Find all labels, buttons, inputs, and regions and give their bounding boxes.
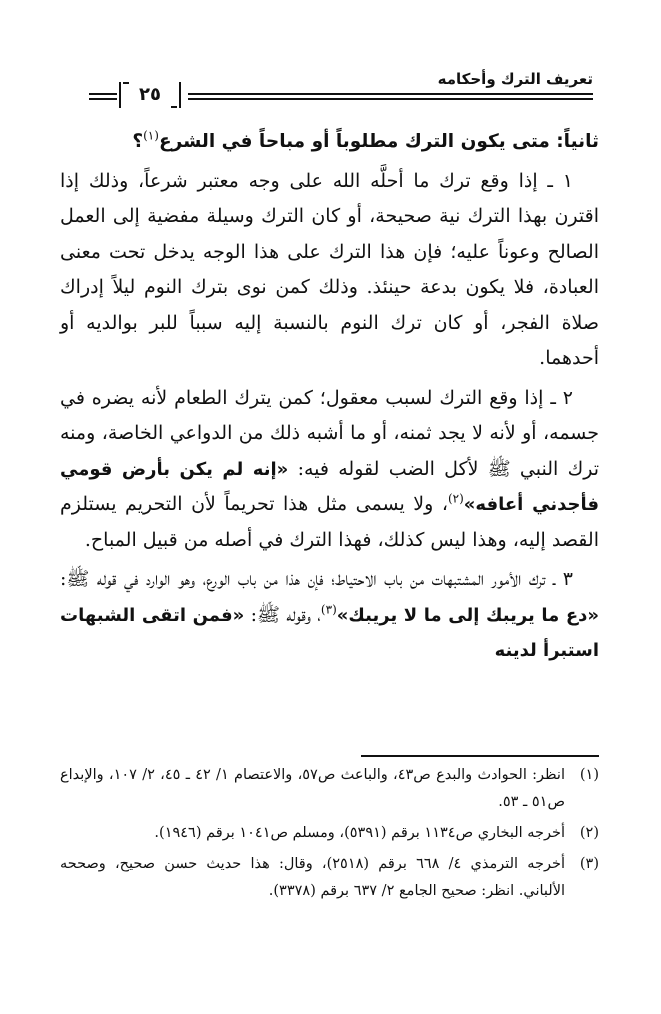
running-title: تعريف الترك وأحكامه bbox=[437, 70, 593, 88]
footnote-separator bbox=[361, 755, 599, 757]
header-rule bbox=[89, 98, 117, 100]
footnote bbox=[60, 820, 599, 847]
section-heading-text: ثانياً: متى يكون الترك مطلوباً أو مباحاً في الشرع bbox=[158, 131, 599, 152]
footnote-number: (٢) bbox=[579, 825, 599, 841]
header-rule bbox=[188, 98, 593, 100]
paragraph-1: ١ ـ إذا وقع ترك ما أحلَّه الله على وجه معتبر شرعاً، وذلك إذا اقترن بهذا الترك نية صحيحة، أو كان الترك وسيلة مفضية إلى العمل الصالح وعوناً عليه؛ فإن هذا الترك على هذا الوجه يدخل تحت معنى العبادة، فلا يكون بدعة حينئذ. وذلك كمن نوى بترك النوم ليلاً إدراك صلاة الفجر، أو كان ترك النوم بالنسبة إليه سبباً للبر بوالديه أو أحدهما. bbox=[60, 169, 599, 369]
footnote bbox=[60, 851, 599, 905]
page-number-frame bbox=[119, 82, 181, 108]
footnote-ref-2[interactable]: (٢) bbox=[447, 491, 464, 506]
main-text bbox=[60, 124, 599, 673]
footnote-text: أخرجه البخاري ص١١٣٤ برقم (٥٣٩١)، ومسلم ص١٠٤١ برقم (١٩٤٦). bbox=[154, 825, 565, 841]
paragraph-2 bbox=[60, 381, 599, 559]
page-number: ٢٥ bbox=[139, 84, 161, 105]
hadith-quote: «دع ما يريبك إلى ما لا يريبك» bbox=[336, 604, 600, 626]
footnotes bbox=[60, 762, 599, 909]
paragraph-3-mid: ، وقوله ﷺ: bbox=[250, 603, 321, 626]
footnote-number: (٣) bbox=[579, 856, 599, 872]
paragraph-2-intro: ٢ ـ إذا وقع الترك لسبب معقول؛ كمن يترك الطعام لأنه يضره في جسمه، أو لأنه لا يجد ثمنه، أو ما أشبه ذلك من الدواعي الخاصة، ومنه ترك النبي ﷺ لأكل الضب لقوله فيه: bbox=[60, 386, 600, 480]
header-rule bbox=[89, 93, 117, 95]
footnote-ref-3[interactable]: (٣) bbox=[320, 602, 337, 617]
footnote-number: (١) bbox=[579, 767, 599, 783]
footnote-ref-1[interactable]: (١) bbox=[143, 128, 159, 143]
paragraph-3-intro: ٣ ـ ترك الأمور المشتبهات من باب الاحتياط؛ فإن هذا من باب الورع، وهو الوارد في قوله ﷺ: bbox=[60, 568, 573, 590]
paragraph-2-rest: ، ولا يسمى مثل هذا تحريماً لأن التحريم يستلزم القصد إليه، وهذا ليس كذلك، فهذا الترك في أصله من قبيل المباح. bbox=[60, 493, 599, 551]
section-heading bbox=[60, 124, 599, 160]
header-rule bbox=[188, 93, 593, 95]
section-heading-end: ؟ bbox=[132, 131, 144, 152]
hadith-quote: «إنه لم يكن بأرض قومي فأجدني أعافه» bbox=[60, 458, 600, 515]
footnote bbox=[60, 762, 599, 816]
paragraph-3 bbox=[60, 562, 599, 669]
footnote-text: أخرجه الترمذي ٤/ ٦٦٨ برقم (٢٥١٨)، وقال: هذا حديث حسن صحيح، وصححه الألباني. انظر: صحيح الجامع ٢/ ٦٣٧ برقم (٣٣٧٨). bbox=[60, 856, 566, 899]
hadith-quote: «فمن اتقى الشبهات استبرأ لدينه bbox=[60, 604, 599, 661]
footnote-text: انظر: الحوادث والبدع ص٤٣، والباعث ص٥٧، والاعتصام ١/ ٤٢ ـ ٤٥، ٢/ ١٠٧، والإبداع ص٥١ ـ ٥٣. bbox=[60, 767, 565, 810]
